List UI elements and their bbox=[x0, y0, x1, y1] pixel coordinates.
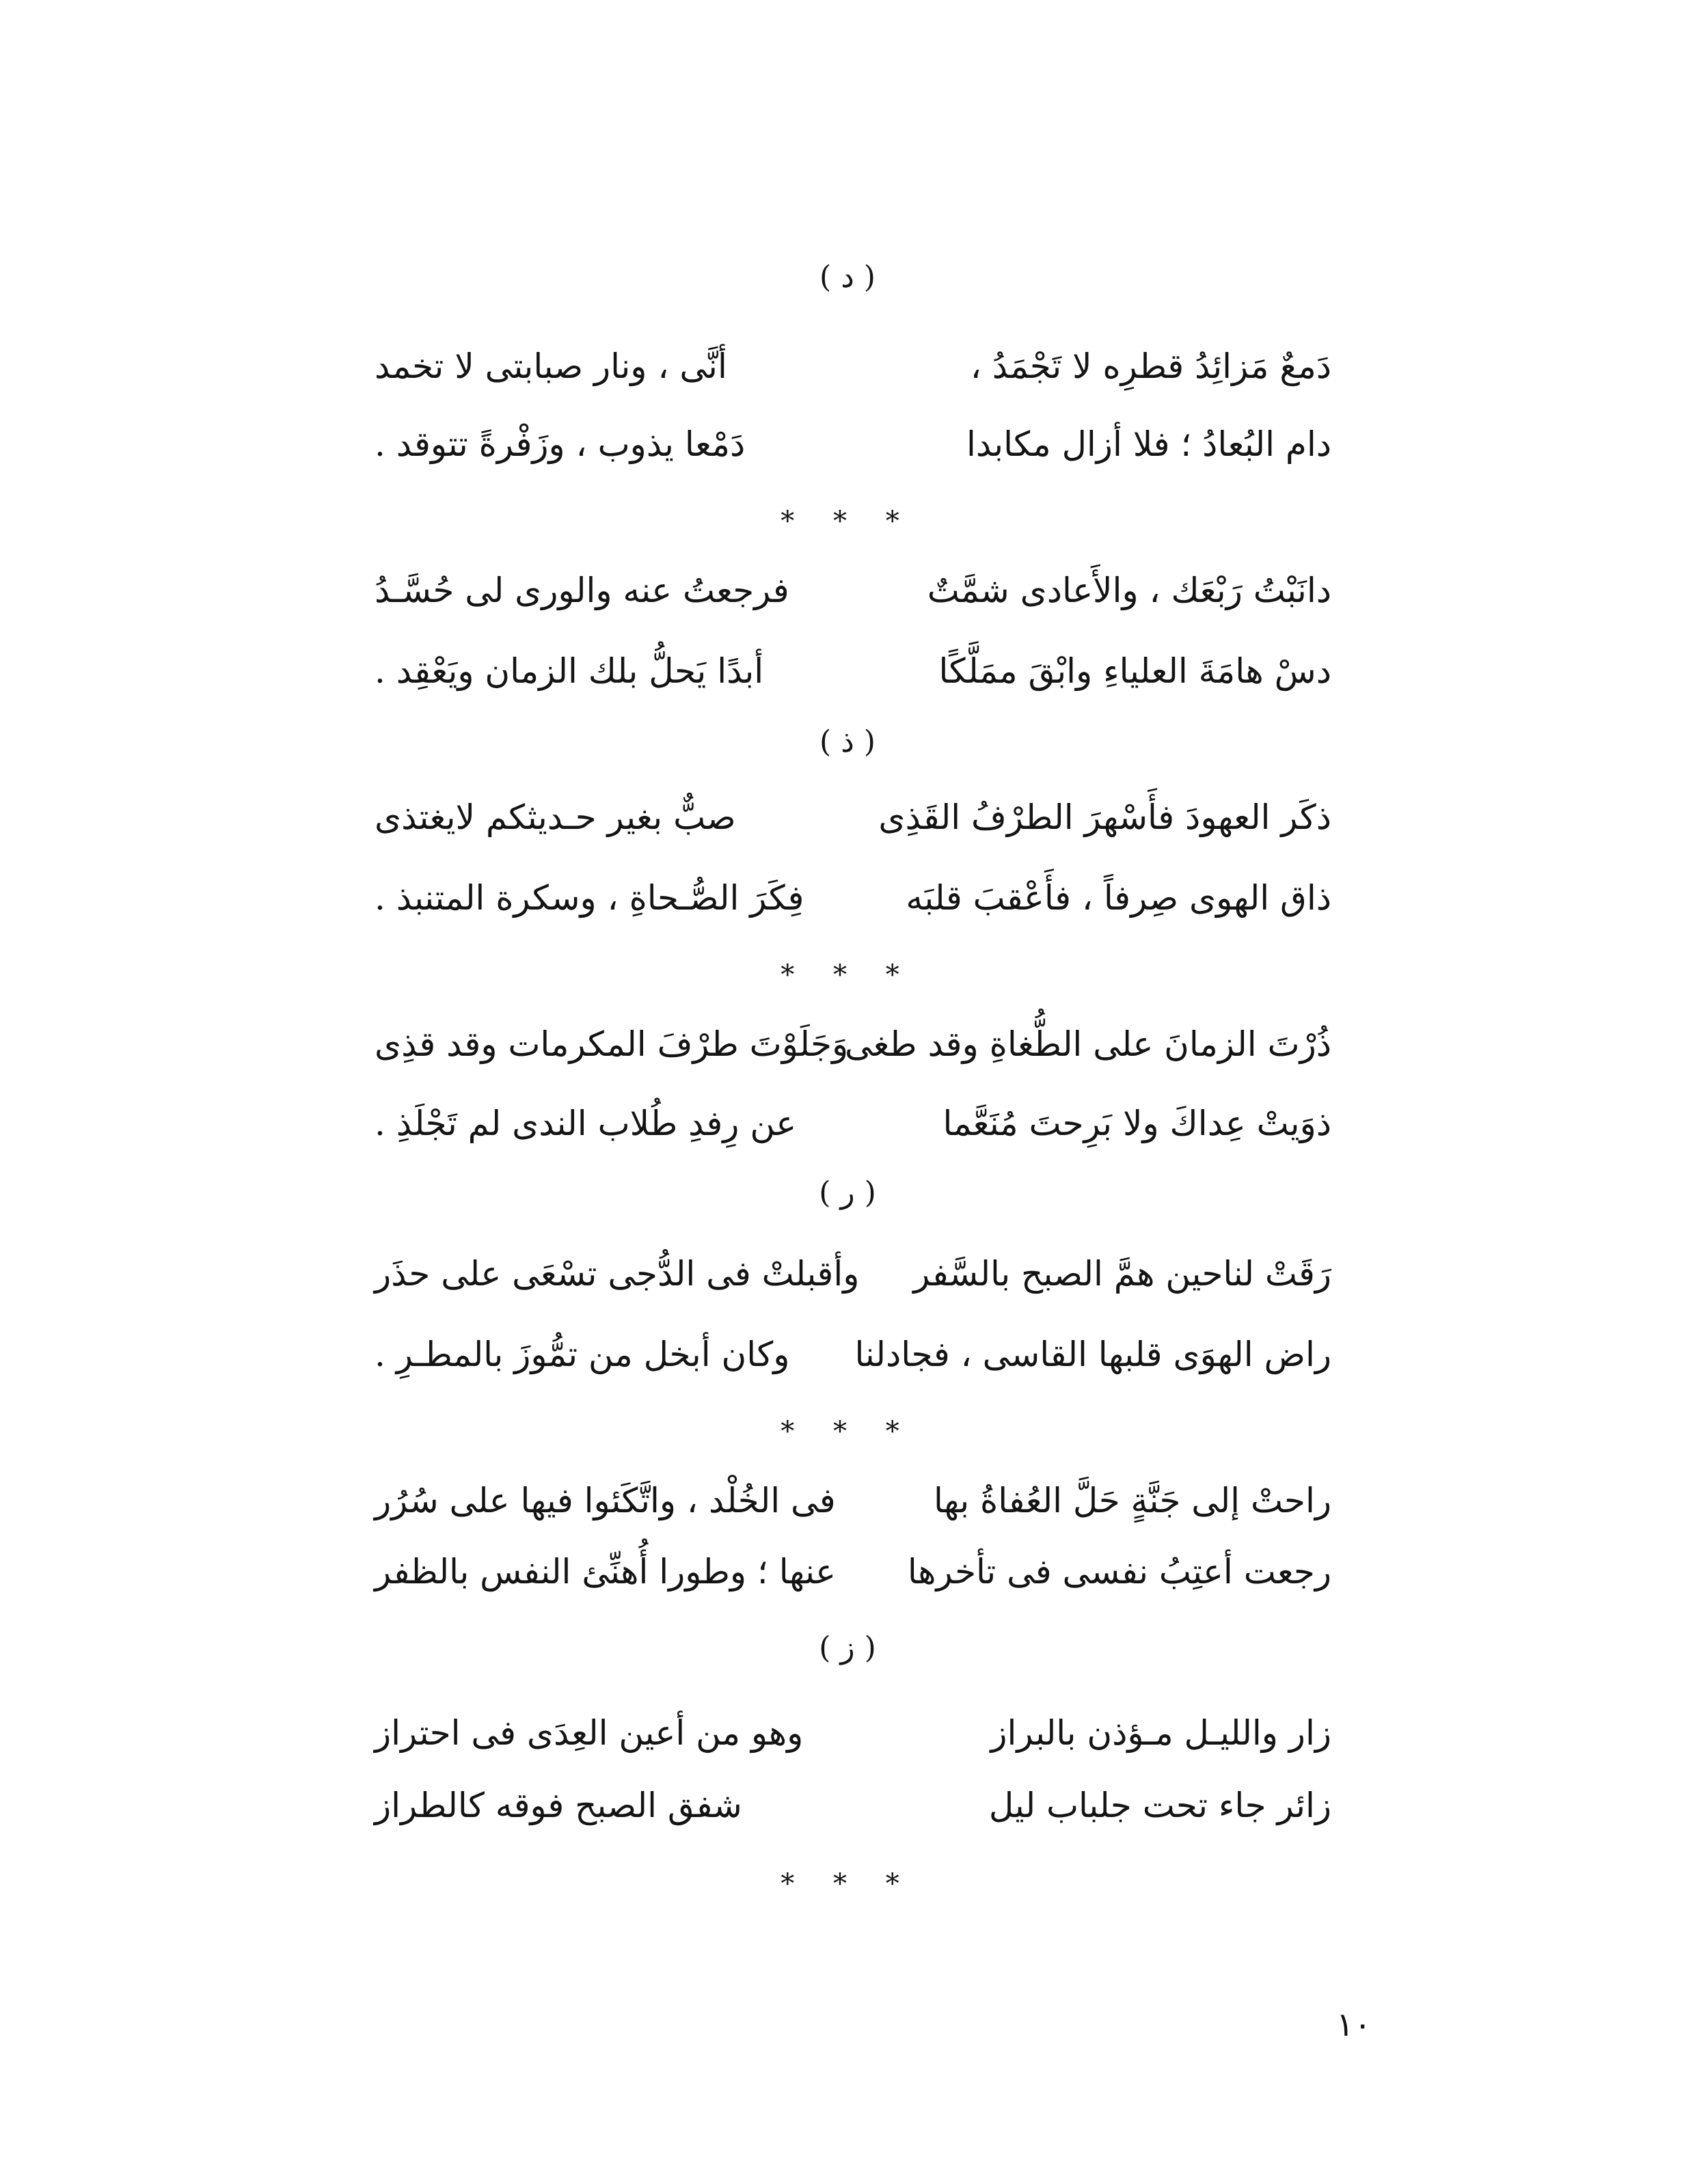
first-hemistich: ذاق الهوى صِرفاً ، فأَعْقبَ قلبَه bbox=[906, 878, 1331, 918]
second-hemistich: فرجعتُ عنه والورى لى حُسَّـدُ bbox=[375, 571, 789, 610]
second-hemistich: فى الخُلْد ، واتَّكَئوا فيها على سُرُر bbox=[375, 1481, 836, 1520]
verse-line bbox=[375, 1707, 1331, 1759]
second-hemistich: وكان أبخل من تمُّوزَ بالمطـرِ . bbox=[375, 1335, 790, 1374]
stanza-separator: * * * bbox=[781, 506, 914, 537]
section-heading-zay: ( ز ) bbox=[819, 1630, 876, 1665]
second-hemistich: فِكَرَ الصُّـحاةِ ، وسكرة المتنبذ . bbox=[375, 878, 804, 918]
first-hemistich: دسْ هامَةَ العلياءِ وابْقَ ممَلَّكًا bbox=[938, 651, 1331, 691]
second-hemistich: أبدًا يَحلُّ بلك الزمان ويَعْقِد . bbox=[375, 651, 764, 691]
stanza-separator: * * * bbox=[781, 959, 914, 991]
section-heading-dal: ( د ) bbox=[819, 260, 876, 295]
first-hemistich: راض الهوَى قلبها القاسى ، فجادلنا bbox=[854, 1335, 1331, 1374]
verse-line bbox=[375, 1475, 1331, 1527]
verse-line bbox=[375, 645, 1331, 697]
second-hemistich: وهو من أعين العِدَى فى احتراز bbox=[375, 1713, 804, 1753]
second-hemistich: عنها ؛ وطورا أُهنِّئ النفس بالظفر bbox=[375, 1552, 836, 1592]
second-hemistich: دَمْعا يذوب ، وزَفْرةً تتوقد . bbox=[375, 424, 746, 464]
second-hemistich: عن رِفدِ طُلاب الندى لم تَجْلَذِ . bbox=[375, 1104, 797, 1143]
verse-line bbox=[375, 872, 1331, 924]
verse-line bbox=[375, 1328, 1331, 1380]
stanza-separator: * * * bbox=[781, 1416, 914, 1447]
first-hemistich: زائر جاء تحت جلباب ليل bbox=[988, 1786, 1331, 1825]
first-hemistich: ذُرْتَ الزمانَ على الطُّغاةِ وقد طغى bbox=[844, 1024, 1331, 1064]
verse-line bbox=[375, 1018, 1331, 1070]
first-hemistich: ذكَر العهودَ فأَسْهرَ الطرْفُ القَذِى bbox=[878, 797, 1331, 837]
first-hemistich: ذوَيتْ عِداكَ ولا بَرِحتَ مُنَعَّما bbox=[943, 1104, 1331, 1143]
second-hemistich: وأقبلتْ فى الدُّجى تسْعَى على حذَر bbox=[375, 1254, 860, 1294]
first-hemistich: دَمعٌ مَزائِدُ قطرِه لا تَجْمَدُ ، bbox=[970, 346, 1331, 386]
second-hemistich: وَجَلَوْتَ طرْفَ المكرمات وقد قذِى bbox=[375, 1024, 849, 1064]
section-heading-ra: ( ر ) bbox=[819, 1175, 876, 1210]
second-hemistich: أنَّى ، ونار صبابتى لا تخمد bbox=[375, 346, 727, 386]
second-hemistich: صبٌّ بغير حـديثكم لايغتذى bbox=[375, 797, 736, 837]
first-hemistich: زار والليـل مـؤذن بالبراز bbox=[990, 1713, 1331, 1753]
first-hemistich: راحتْ إلى جَنَّةٍ حَلَّ العُفاةُ بها bbox=[933, 1481, 1331, 1520]
first-hemistich: دانَبْتُ رَبْعَك ، والأَعادى شمَّتٌ bbox=[927, 571, 1331, 610]
second-hemistich: شفق الصبح فوقه كالطراز bbox=[375, 1786, 742, 1825]
first-hemistich: دام البُعادُ ؛ فلا أزال مكابدا bbox=[966, 424, 1331, 464]
first-hemistich: رجعت أعتِبُ نفسى فى تأخرها bbox=[907, 1552, 1331, 1592]
stanza-separator: * * * bbox=[781, 1868, 914, 1900]
verse-line bbox=[375, 1779, 1331, 1831]
section-heading-dhal: ( ذ ) bbox=[819, 724, 876, 759]
page-number: ١٠ bbox=[1336, 2006, 1372, 2044]
verse-line bbox=[375, 791, 1331, 843]
verse-line bbox=[375, 418, 1331, 470]
verse-line bbox=[375, 1097, 1331, 1149]
first-hemistich: رَقَتْ لناحين همَّ الصبح بالسَّفر bbox=[913, 1254, 1331, 1294]
verse-line bbox=[375, 340, 1331, 392]
verse-line bbox=[375, 564, 1331, 616]
verse-line bbox=[375, 1248, 1331, 1300]
verse-line bbox=[375, 1546, 1331, 1598]
